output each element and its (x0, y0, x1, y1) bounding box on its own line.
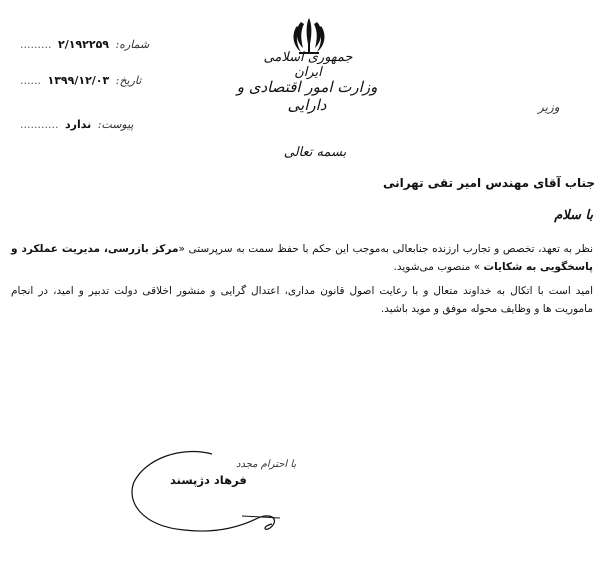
letter-date (20, 74, 141, 87)
body-p1-bold: مرکز بازرسی، مدیریت عملکرد و پاسخگویی به شکایات (11, 243, 593, 273)
letter-date-label: تاریخ: (115, 74, 142, 87)
dots: ...... (20, 74, 41, 87)
letter-attachment-label: پیوست: (97, 118, 134, 131)
bismillah-heading: بسمه تعالی (283, 145, 347, 160)
letter-attachment-value: ندارد (64, 118, 92, 131)
closing-regards: با احترام مجدد (236, 459, 297, 470)
letter-date-value: ۱۳۹۹/۱۲/۰۳ (47, 74, 110, 87)
letter-body (11, 240, 593, 324)
letter-number (20, 38, 149, 51)
dots: ........... (20, 118, 59, 131)
country-name: جمهوری اسلامی ایران (263, 50, 353, 80)
dots: ......... (20, 38, 52, 51)
salutation: جناب آقای مهندس امیر تقی تهرانی (382, 176, 595, 190)
greeting: با سلام (554, 208, 593, 223)
body-p1-after: » منصوب می‌شوید. (393, 261, 484, 273)
body-paragraph-2: امید است با اتکال به خداوند متعال و با رعایت اصول قانون مداری، اعتدال گرایی و منشور اخلاقی دولت تدبیر و امید، در انجام ماموریت ها و وظایف محوله موفق و موید باشید. (11, 285, 593, 315)
body-paragraph-1 (11, 240, 593, 276)
letter-number-value: ۲/۱۹۲۲۵۹ (57, 38, 109, 51)
ministry-name: وزارت امور اقتصادی و دارایی (236, 78, 378, 114)
letter-number-label: شماره: (115, 38, 150, 51)
body-p1-before: نظر به تعهد، تخصص و تجارب ارزنده جنابعالی به‌موجب این حکم با حفظ سمت به سرپرستی « (178, 243, 593, 255)
signer-name: فرهاد دژپسند (170, 473, 247, 487)
letter-attachment (20, 118, 134, 131)
minister-label: وزیر (538, 100, 560, 114)
